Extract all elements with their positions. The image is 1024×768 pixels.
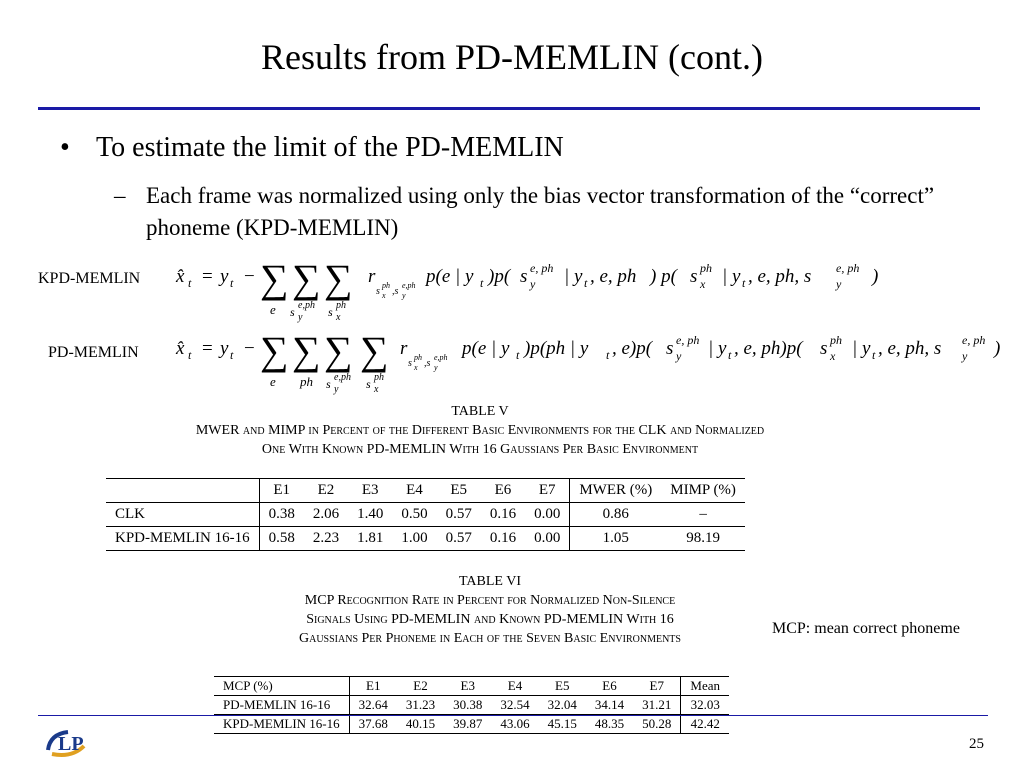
svg-text:s: s [520,266,528,287]
svg-text:s: s [376,286,380,297]
svg-text:−: − [244,266,255,287]
svg-text:y: y [220,338,229,359]
svg-text:s: s [820,338,828,359]
svg-text:e,ph: e,ph [298,300,315,311]
table-cell: 98.19 [661,527,745,551]
svg-text:,s: ,s [392,286,399,297]
svg-text:∑: ∑ [292,328,321,373]
svg-text:y: y [962,349,968,363]
svg-text:r: r [368,266,376,287]
svg-text:x̂: x̂ [176,266,185,287]
svg-text:t: t [188,276,192,290]
table6-caption [200,572,780,648]
svg-text:x: x [382,291,386,300]
svg-text:ph: ph [300,374,313,389]
table-header-cell [106,479,259,503]
svg-text:x: x [336,312,341,323]
svg-text:s: s [690,266,698,287]
table-cell: 50.28 [633,715,681,734]
table-cell: 32.64 [358,697,388,712]
table6-caption-line: Gaussians Per Phoneme in Each of the Seven Basic Environments [299,631,681,646]
svg-text:−: − [244,338,255,359]
svg-text:s: s [366,377,371,391]
table-cell: 32.03 [690,697,720,712]
svg-text:, e, ph, s: , e, ph, s [878,338,942,359]
table-header-cell: E6 [586,677,633,696]
svg-text:e, ph: e, ph [676,333,700,347]
table-cell: 31.21 [633,696,681,715]
svg-text:)p(ph | y: )p(ph | y [524,338,589,359]
table-cell: 0.58 [259,527,304,551]
slp-logo [44,720,100,760]
table-row [106,503,745,527]
table-cell: 0.38 [268,506,295,522]
svg-text:t: t [584,276,588,290]
table-cell: 43.06 [491,715,538,734]
table-cell: PD-MEMLIN 16-16 [214,696,349,715]
svg-text:e: e [270,302,276,317]
table-cell: 42.42 [681,715,729,734]
svg-text:,s: ,s [424,358,431,369]
svg-text:y: y [530,277,536,291]
svg-text:∑: ∑ [260,328,289,373]
svg-text:s: s [326,377,331,391]
svg-text:∑: ∑ [360,328,389,373]
svg-text:e,ph: e,ph [434,353,448,362]
table-cell: 0.16 [489,506,517,522]
table-cell: 31.23 [405,697,436,712]
kpd-equation-label: KPD-MEMLIN [38,270,141,287]
svg-text:LP: LP [58,733,84,755]
svg-text:x: x [374,384,379,395]
table5 [106,478,745,551]
table-cell: 32.54 [500,697,530,712]
svg-text:): ) [872,266,879,287]
svg-text:∑: ∑ [292,256,321,301]
svg-text:e, ph: e, ph [962,333,986,347]
svg-text:x̂: x̂ [176,338,185,359]
svg-text:x: x [414,363,418,372]
pd-memlin-equation [172,322,1012,400]
svg-text:| y: | y [722,266,741,287]
svg-text:y: y [298,312,303,323]
svg-text:e,ph: e,ph [334,372,351,383]
table-header-cell: E4 [392,479,436,503]
svg-text:e, ph: e, ph [530,261,554,275]
bullet-item [60,132,564,164]
table-cell: 0.86 [602,506,629,522]
table5-caption-line: MWER and MIMP in Percent of the Different Basic Environments for the CLK and Normalized [195,423,765,438]
svg-text:, e)p(: , e)p( [612,338,653,359]
svg-text:t: t [728,348,732,362]
svg-text:∑: ∑ [324,328,353,373]
svg-text:e,ph: e,ph [402,281,416,290]
table-cell: 37.68 [349,715,397,734]
table-cell: 1.81 [348,527,392,551]
svg-text:t: t [606,348,610,362]
bullet-symbol: • [60,132,70,163]
table-cell: 1.05 [570,527,661,551]
svg-text:e, ph: e, ph [836,261,860,275]
table-cell: 39.87 [444,715,491,734]
table-header-row [106,479,745,503]
table-header-cell: E5 [437,479,481,503]
table-cell: KPD-MEMLIN 16-16 [106,527,259,551]
table-row [214,715,729,734]
svg-text:ph: ph [374,372,384,383]
sub-bullet-item [114,180,988,244]
slide-title: Results from PD-MEMLIN (cont.) [261,37,763,77]
sub-bullet-symbol: – [114,183,126,208]
svg-text:∑: ∑ [324,256,353,301]
table-cell: KPD-MEMLIN 16-16 [214,715,349,734]
svg-text:| y: | y [852,338,871,359]
table-cell: 0.57 [445,506,472,522]
table-cell: 0.00 [525,503,570,527]
table-cell: 30.38 [453,697,483,712]
svg-text:y: y [402,291,406,300]
mcp-note: MCP: mean correct phoneme [772,620,960,637]
table-cell: 1.40 [357,506,384,522]
table-header-cell: E2 [304,479,348,503]
svg-text:x: x [700,277,706,291]
svg-text:ph: ph [382,281,390,290]
table-header-cell: E5 [539,677,586,696]
table-header-cell: E6 [481,479,525,503]
table-cell: 48.35 [586,715,633,734]
table-cell: CLK [106,503,259,527]
title-divider [38,107,980,110]
table-header-cell: E1 [259,479,304,503]
table6 [214,676,729,734]
table-cell: 0.57 [437,527,481,551]
sub-bullet-text: Each frame was normalized using only the bias vector transformation of the “correct” phoneme (KPD-MEMLIN) [146,183,935,240]
svg-text:s: s [666,338,674,359]
svg-text:p(e | y: p(e | y [462,338,510,359]
page-number: 25 [969,736,984,752]
svg-text:ph: ph [414,353,422,362]
svg-text:y: y [434,363,438,372]
svg-text:s: s [408,358,412,369]
svg-text:ph: ph [336,300,346,311]
table-cell: 40.15 [397,715,444,734]
table-row [106,527,745,551]
table-cell: – [699,506,707,522]
svg-text:=: = [202,338,213,359]
svg-text:t: t [480,276,484,290]
svg-text:t: t [516,348,520,362]
table-cell: 45.15 [539,715,586,734]
svg-text:| y: | y [564,266,583,287]
table-cell: 32.04 [547,697,577,712]
table-header-row [214,677,729,696]
kpd-memlin-equation [172,250,892,328]
svg-text:) p(: ) p( [650,266,677,287]
table-header-cell: E4 [491,677,538,696]
table-cell: 0.16 [481,527,525,551]
svg-text:t: t [742,276,746,290]
table6-caption-title: TABLE VI [458,574,521,589]
table-header-cell: E3 [444,677,491,696]
table-header-cell: E7 [525,479,570,503]
table-row [214,696,729,715]
svg-text:y: y [220,266,229,287]
svg-text:p(e | y: p(e | y [426,266,474,287]
table-header-cell: MIMP (%) [661,479,745,503]
svg-text:∑: ∑ [260,256,289,301]
svg-text:ph: ph [700,261,712,275]
table-header-cell: MWER (%) [570,479,661,503]
table5-caption [60,402,900,459]
table5-caption-title: TABLE V [451,404,509,419]
svg-text:r: r [400,338,408,359]
svg-text:s: s [290,305,295,319]
svg-text:=: = [202,266,213,287]
table-cell: 1.00 [392,527,436,551]
table-header-cell: E2 [397,677,444,696]
svg-text:t: t [872,348,876,362]
table-header-cell: Mean [681,677,729,696]
svg-text:)p(: )p( [488,266,511,287]
bullet-text: To estimate the limit of the PD-MEMLIN [96,132,564,163]
table5-caption-line: One With Known PD-MEMLIN With 16 Gaussians Per Basic Environment [261,442,699,457]
svg-text:): ) [994,338,1001,359]
table-header-cell: E1 [349,677,397,696]
table-header-cell: MCP (%) [214,677,349,696]
table6-caption-line: Signals Using PD-MEMLIN and Known PD-MEMLIN With 16 [306,612,674,627]
svg-text:x: x [830,349,836,363]
svg-text:y: y [676,349,682,363]
table-cell: 2.06 [312,506,340,522]
table6-caption-line: MCP Recognition Rate in Percent for Normalized Non-Silence [304,593,676,608]
svg-text:y: y [836,277,842,291]
svg-text:t: t [230,348,234,362]
table-header-cell: E7 [633,677,681,696]
table-cell: 0.50 [401,506,428,522]
svg-text:t: t [188,348,192,362]
table-cell: 0.00 [525,527,570,551]
pd-equation-label: PD-MEMLIN [48,344,139,361]
svg-text:t: t [230,276,234,290]
svg-text:e: e [270,374,276,389]
table-cell: 2.23 [304,527,348,551]
table-cell: 34.14 [594,697,625,712]
svg-text:, e, ph: , e, ph [590,266,637,287]
svg-text:, e, ph)p(: , e, ph)p( [734,338,803,359]
svg-text:| y: | y [708,338,727,359]
svg-text:s: s [328,305,333,319]
footer-divider [38,715,988,716]
svg-text:ph: ph [830,333,842,347]
svg-text:, e, ph, s: , e, ph, s [748,266,812,287]
svg-text:y: y [334,384,339,395]
table-header-cell: E3 [348,479,392,503]
